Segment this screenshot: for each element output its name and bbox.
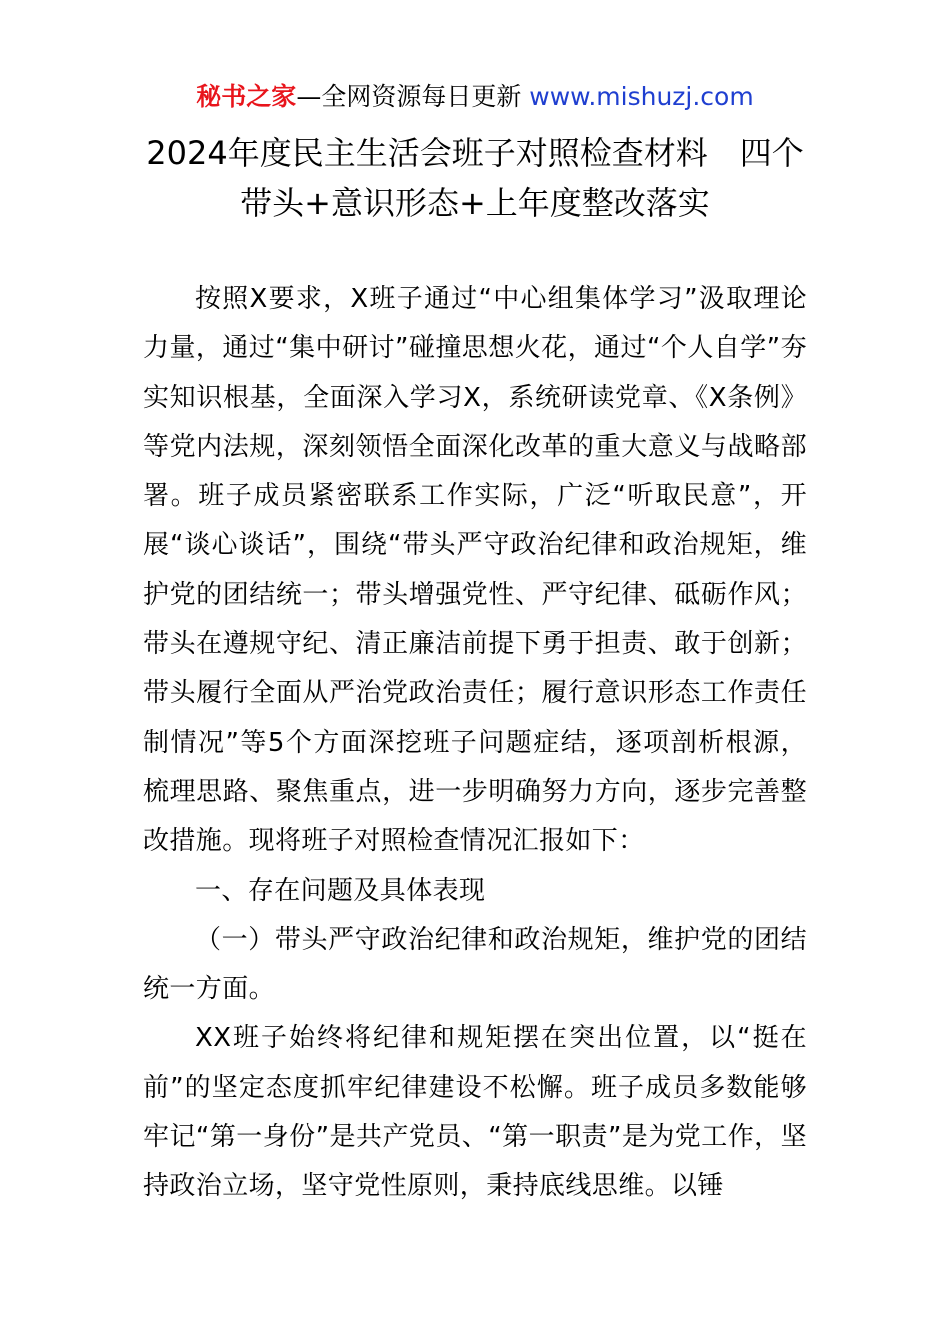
- brand-name: 秘书之家: [196, 82, 297, 111]
- body-paragraph: XX班子始终将纪律和规矩摆在突出位置，以“挺在前”的坚定态度抓牢纪律建设不松懈。班子成员多数能够牢记“第一身份”是共产党员、“第一职责”是为党工作，坚持政治立场，坚守党性原则，秉持底线思维。以锤: [143, 1023, 807, 1202]
- intro-paragraph: 按照X要求，X班子通过“中心组集体学习”汲取理论力量，通过“集中研讨”碰撞思想火花，通过“个人自学”夯实知识根基，全面深入学习X，系统研读党章、《X条例》等党内法规，深刻领悟全面深化改革的重大意义与战略部署。班子成员紧密联系工作实际，广泛“听取民意”，开展“谈心谈话”，围绕“带头严守政治纪律和政治规矩，维护党的团结统一；带头增强党性、严守纪律、砥砺作风；带头在遵规守纪、清正廉洁前提下勇于担责、敢于创新；带头履行全面从严治党政治责任；履行意识形态工作责任制情况”等5个方面深挖班子问题症结，逐项剖析根源，梳理思路、聚焦重点，进一步明确努力方向，逐步完善整改措施。现将班子对照检查情况汇报如下：: [143, 284, 807, 857]
- section-heading: 一、存在问题及具体表现: [195, 875, 486, 906]
- site-tagline: —全网资源每日更新: [296, 82, 522, 111]
- title-line-1: 2024年度民主生活会班子对照检查材料 四个: [146, 134, 804, 172]
- document-body: [143, 275, 807, 1212]
- document-title: [120, 128, 830, 228]
- site-url-link[interactable]: www.mishuzj.com: [529, 82, 754, 111]
- title-line-2: 带头+意识形态+上年度整改落实: [240, 184, 710, 222]
- site-header: [0, 80, 950, 114]
- subsection-heading: （一）带头严守政治纪律和政治规矩，维护党的团结统一方面。: [143, 924, 807, 1005]
